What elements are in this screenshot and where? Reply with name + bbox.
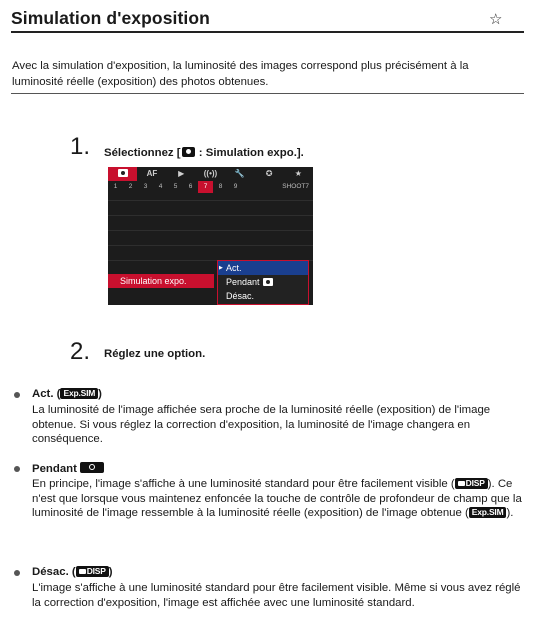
camera-disp-icon — [455, 478, 488, 489]
camera-disp-icon — [76, 566, 109, 577]
option-act-heading — [32, 388, 102, 400]
subtab-2[interactable]: 2 — [128, 183, 133, 190]
star-icon[interactable]: ☆ — [489, 11, 503, 28]
option-pendant-body-3: ). — [506, 507, 514, 519]
tab-playback[interactable]: ▶ — [178, 169, 185, 178]
option-desac-close: ) — [108, 566, 113, 578]
tab-custom[interactable]: ✪ — [265, 169, 273, 178]
intro-divider — [11, 93, 524, 94]
menu-subtabs — [108, 181, 313, 193]
option-pendant-title: Pendant — [32, 463, 77, 475]
tab-af[interactable]: AF — [146, 169, 158, 178]
option-desac-description: L'image s'affiche à une luminosité standard pour être facilement visible. Même si vous avez réglé la correction d'exposition, l'image est affichée avec une luminosité standard. — [32, 582, 521, 609]
intro-paragraph: Avec la simulation d'exposition, la luminosité des images correspond plus précisément à la luminosité réelle (exposition) des photos obtenues. — [12, 60, 469, 88]
menu-item-simulation-expo[interactable]: Simulation expo. — [108, 274, 214, 288]
menu-row — [108, 245, 313, 261]
step-2-number: 2. — [70, 338, 91, 365]
option-pendant-body-2: ). Ce n'est que lorsque vous maintenez enfoncée la touche de contrôle de profondeur de champ que la luminosité de l'image ressemble à la luminosité réelle (exposition) de l'image obtenue ( — [32, 478, 522, 519]
subtab-3[interactable]: 3 — [143, 183, 148, 190]
title-divider — [11, 31, 524, 33]
camera-icon — [118, 169, 128, 177]
subtab-4[interactable]: 4 — [158, 183, 163, 190]
tab-wireless[interactable]: ((•)) — [203, 169, 218, 178]
subtab-1[interactable]: 1 — [113, 183, 118, 190]
option-pendant[interactable] — [218, 275, 308, 289]
dof-preview-icon — [80, 462, 104, 473]
option-act[interactable]: ▶ Act. — [218, 261, 308, 275]
shoot-page-label: SHOOT7 — [282, 183, 309, 190]
option-pendant-heading — [32, 462, 104, 475]
subtab-9[interactable]: 9 — [233, 183, 238, 190]
subtab-7[interactable]: 7 — [198, 181, 213, 193]
option-pendant-label: Pendant — [226, 277, 260, 287]
step-1-text-after: : Simulation expo.]. — [195, 147, 304, 159]
step-2-text: Réglez une option. — [104, 348, 206, 360]
option-pendant-description — [32, 477, 522, 521]
exp-sim-icon: Exp.SIM — [60, 388, 98, 399]
camera-icon — [182, 147, 195, 157]
subtab-6[interactable]: 6 — [188, 183, 193, 190]
option-desac-title: Désac. ( — [32, 566, 76, 578]
bullet-icon — [14, 570, 20, 576]
option-desac[interactable]: Désac. — [226, 291, 255, 301]
menu-tabs — [108, 167, 313, 181]
option-act-close: ) — [98, 388, 102, 400]
menu-row — [108, 215, 313, 231]
option-pendant-body-1: En principe, l'image s'affiche à une luminosité standard pour être facilement visible ( — [32, 478, 455, 490]
bullet-icon — [14, 392, 20, 398]
subtab-5[interactable]: 5 — [173, 183, 178, 190]
bullet-icon — [14, 466, 20, 472]
disp-badge-label: DISP — [465, 478, 485, 488]
option-act-description: La luminosité de l'image affichée sera proche de la luminosité réelle (exposition) de l'image obtenue. Si vous réglez la correction d'exposition, la luminosité de l'image changera en conséquence. — [32, 404, 491, 445]
disp-badge-label: DISP — [86, 566, 106, 576]
camera-icon — [263, 278, 273, 286]
tab-mymenu[interactable]: ★ — [294, 169, 302, 178]
exp-sim-icon: Exp.SIM — [469, 507, 507, 518]
step-1-text — [104, 147, 304, 159]
subtab-8[interactable]: 8 — [218, 183, 223, 190]
tab-shooting[interactable] — [108, 167, 137, 181]
option-desac-heading — [32, 566, 113, 578]
step-1-text-before: Sélectionnez [ — [104, 147, 181, 159]
tab-setup[interactable]: 🔧 — [234, 169, 245, 178]
page-title: Simulation d'exposition — [11, 8, 210, 28]
option-list — [217, 260, 309, 305]
menu-row — [108, 230, 313, 246]
step-1-number: 1. — [70, 133, 91, 160]
menu-row — [108, 200, 313, 216]
camera-menu-screen — [108, 167, 313, 305]
option-act-title: Act. ( — [32, 388, 61, 400]
